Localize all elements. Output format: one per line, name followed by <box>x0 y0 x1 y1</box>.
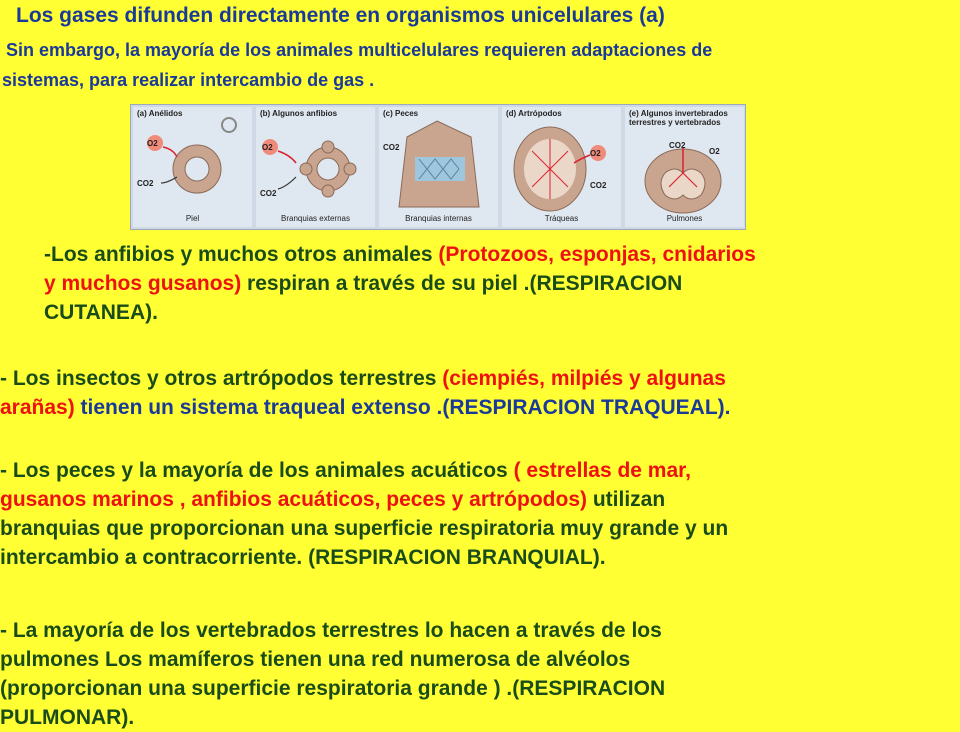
p2-examples: (ciempiés, milpiés y algunas <box>442 367 726 390</box>
panel-caption: Branquias internas <box>405 214 472 223</box>
panel-title: (e) Algunos invertebrados terrestres y vertebrados <box>629 109 728 127</box>
panel-caption: Branquias externas <box>281 214 350 223</box>
panel-title: (a) Anélidos <box>137 109 183 118</box>
panel-lungs <box>625 107 744 227</box>
co2-label: CO2 <box>383 143 400 152</box>
skin-diagram <box>133 107 252 227</box>
panel-title: (c) Peces <box>383 109 419 118</box>
panel-caption: Pulmones <box>666 214 703 223</box>
p1-text-a: -Los anfibios y muchos otros animales <box>44 243 439 266</box>
panel-annelids <box>133 107 252 227</box>
external-gills-diagram <box>256 107 375 227</box>
paragraph-tracheal <box>0 364 731 422</box>
co2-label: CO2 <box>260 189 277 198</box>
paragraph-pulmonary <box>0 616 665 732</box>
p4-text-c: (proporcionan una superficie respiratoria grande ) .(RESPIRACION <box>0 677 666 700</box>
panel-caption: Tráqueas <box>544 214 579 223</box>
p1-text-e: CUTANEA). <box>44 301 158 324</box>
p3-text-e: branquias que proporcionan una superficie respiratoria muy grande y un <box>0 517 729 540</box>
o2-label: O2 <box>590 149 601 158</box>
p3-text-d: utilizan <box>587 488 666 511</box>
trachea-diagram <box>502 107 621 227</box>
p3-text-f: intercambio a contracorriente. (RESPIRACION BRANQUIAL). <box>0 546 606 569</box>
p3-examples: ( estrellas de mar, <box>513 459 692 482</box>
internal-gills-diagram <box>379 107 498 227</box>
p3-examples-cont: gusanos marinos , anfibios acuáticos, peces y artrópodos) <box>0 488 587 511</box>
p2-text-a: - Los insectos y otros artrópodos terrestres <box>0 367 443 390</box>
header-line-1: Los gases difunden directamente en organismos unicelulares (a) <box>16 4 665 27</box>
panel-fish <box>379 107 498 227</box>
p4-text-d: PULMONAR). <box>0 706 135 729</box>
header-line-2: Sin embargo, la mayoría de los animales multicelulares requieren adaptaciones de <box>6 40 713 60</box>
o2-label: O2 <box>709 147 720 156</box>
paragraph-cutaneous <box>44 240 756 327</box>
p1-examples-cont: y muchos gusanos) <box>44 272 242 295</box>
panel-title: (b) Algunos anfibios <box>260 109 338 118</box>
p1-text-d: respiran a través de su piel .(RESPIRACION <box>241 272 683 295</box>
lungs-diagram <box>625 107 744 227</box>
panel-caption: Piel <box>185 214 200 223</box>
o2-label: O2 <box>262 143 273 152</box>
gas-exchange-figure <box>130 104 746 230</box>
o2-label: O2 <box>147 139 158 148</box>
co2-label: CO2 <box>669 141 686 150</box>
panel-arthropods <box>502 107 621 227</box>
p3-text-a: - Los peces y la mayoría de los animales acuáticos <box>0 459 514 482</box>
co2-label: CO2 <box>137 179 154 188</box>
p2-examples-cont: arañas) <box>0 396 75 419</box>
p2-text-d: tienen un sistema traqueal extenso .(RESPIRACION TRAQUEAL). <box>74 396 731 419</box>
p4-text-b: pulmones Los mamíferos tienen una red numerosa de alvéolos <box>0 648 631 671</box>
panel-title: (d) Artrópodos <box>506 109 562 118</box>
p1-examples: (Protozoos, esponjas, cnidarios <box>438 243 756 266</box>
header-line-3: sistemas, para realizar intercambio de gas . <box>2 70 375 90</box>
paragraph-branchial <box>0 456 728 572</box>
co2-label: CO2 <box>590 181 607 190</box>
panel-amphibians <box>256 107 375 227</box>
p4-text-a: - La mayoría de los vertebrados terrestres lo hacen a través de los <box>0 619 662 642</box>
